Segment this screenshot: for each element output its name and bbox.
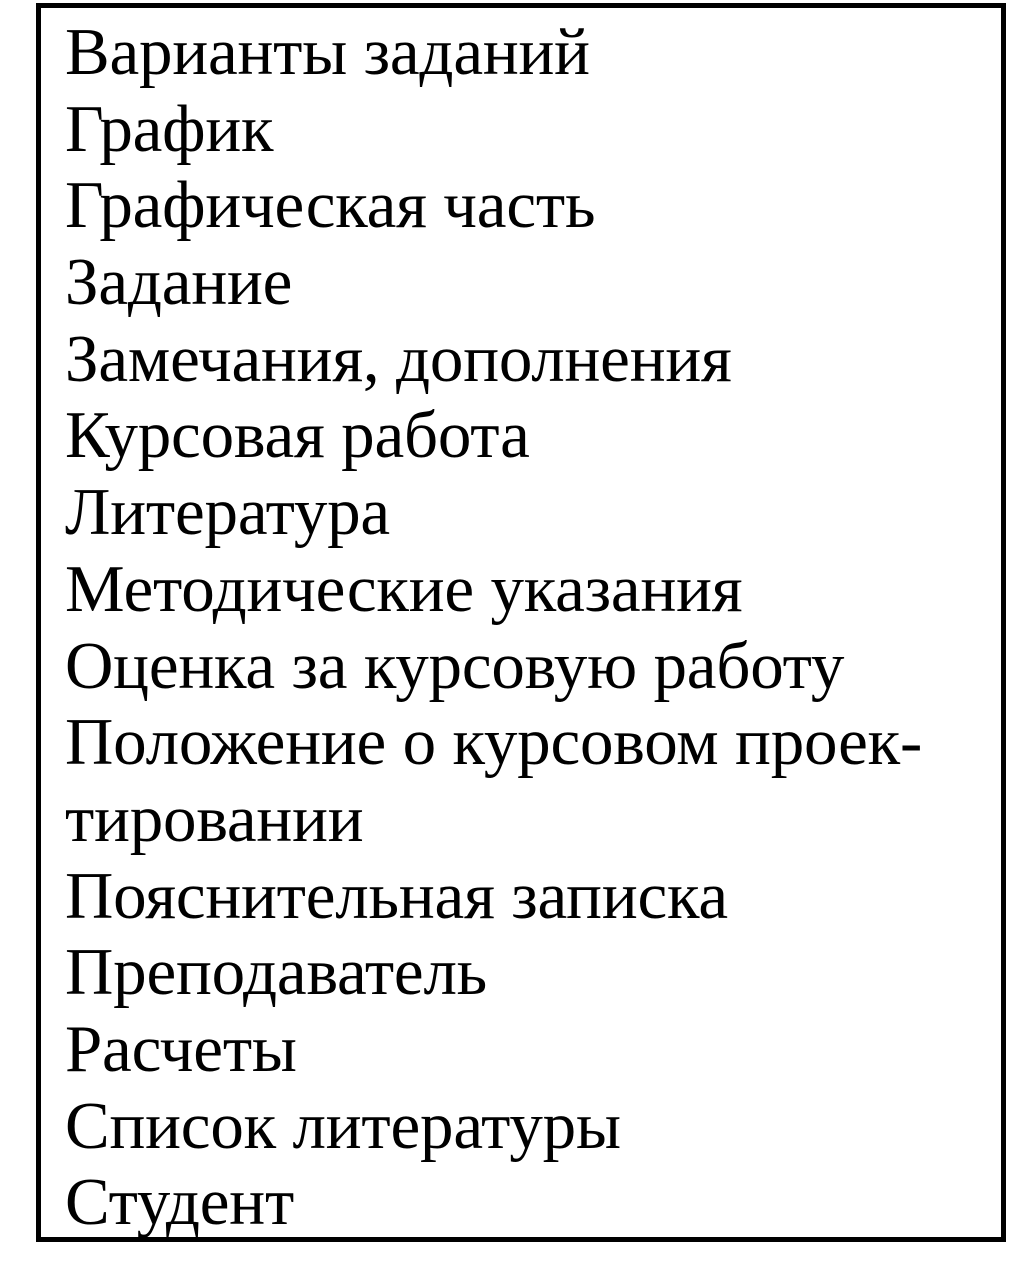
list-item: Замечания, дополнения: [65, 321, 732, 396]
list-item: Варианты заданий: [65, 15, 590, 89]
list-item: Список литературы: [65, 1088, 621, 1163]
list-item: Студент: [65, 1165, 295, 1240]
list-item: Расчеты: [65, 1011, 297, 1086]
list-item: Литература: [65, 475, 390, 550]
list-item: Задание: [65, 245, 293, 320]
list-item: Пояснительная записка: [65, 858, 728, 933]
term-list: [65, 14, 991, 1241]
list-item: Преподаватель: [65, 935, 488, 1010]
list-item: График: [65, 91, 274, 166]
term-list-frame: [36, 3, 1006, 1242]
list-item: тировании: [65, 781, 364, 856]
list-item: Методические указания: [65, 551, 743, 626]
list-item: Положение о курсовом проек-: [65, 705, 923, 780]
list-item: Курсовая работа: [65, 398, 530, 473]
list-item: Оценка за курсовую работу: [65, 628, 845, 703]
list-item: Графическая часть: [65, 168, 596, 243]
